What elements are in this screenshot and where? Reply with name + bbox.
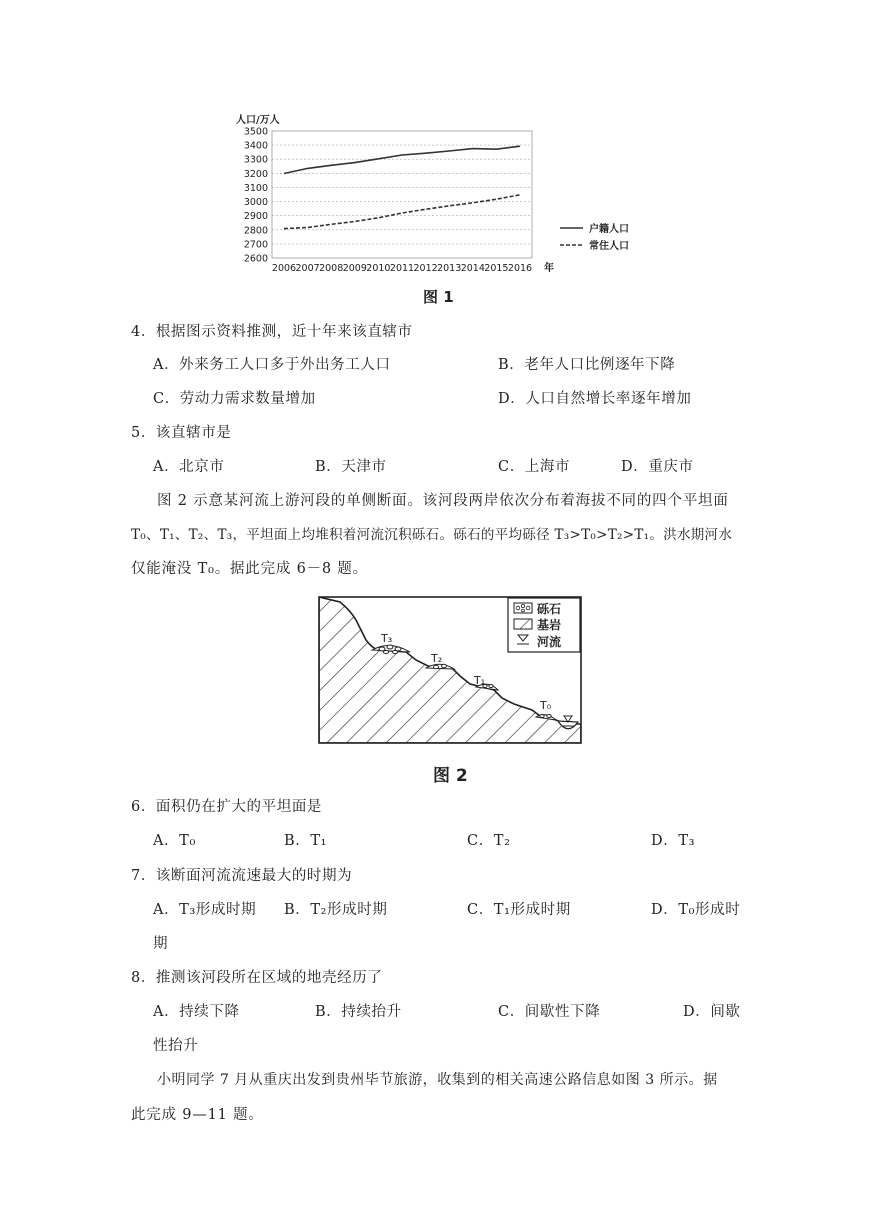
figure-2-caption: 图 2 xyxy=(433,766,468,786)
y-tick-label: 3500 xyxy=(243,126,268,138)
y-tick-label: 3000 xyxy=(243,197,268,209)
y-tick-label: 2700 xyxy=(243,239,268,251)
y-tick-label: 3200 xyxy=(243,168,268,180)
terrace-label-t1: T₁ xyxy=(474,674,486,687)
question-7-stem: 7．该断面河流流速最大的时期为 xyxy=(131,868,353,884)
q4-option-a[interactable]: A．外来务工人口多于外出务工人口 xyxy=(153,357,391,373)
river-terrace-diagram xyxy=(316,594,586,746)
x-axis-label: 年 xyxy=(544,263,554,274)
intro-3-line-1: 小明同学 7 月从重庆出发到贵州毕节旅游，收集到的相关高速公路信息如图 3 所示。据 xyxy=(157,1072,718,1088)
q6-option-c[interactable]: C．T₂ xyxy=(467,833,511,849)
q6-option-b[interactable]: B．T₁ xyxy=(284,833,328,849)
x-tick-label: 2014 xyxy=(460,263,485,274)
terrace-label-t0: T₀ xyxy=(540,699,552,712)
question-4-stem: 4．根据图示资料推测，近十年来该直辖市 xyxy=(131,324,413,340)
q5-option-a[interactable]: A．北京市 xyxy=(153,459,225,475)
intro-2-line-2: T₀、T₁、T₂、T₃，平坦面上均堆积着河流沉积砾石。砾石的平均砾径 T₃>T₀>T₂>T₁。洪水期河水 xyxy=(131,527,733,543)
intro-2-line-1: 图 2 示意某河流上游河段的单侧断面。该河段两岸依次分布着海拔不同的四个平坦面 xyxy=(157,493,729,509)
legend-gravel: 砾石 xyxy=(537,602,562,616)
series-line-registered xyxy=(284,146,520,173)
y-tick-label: 3300 xyxy=(243,154,268,166)
x-tick-label: 2008 xyxy=(319,263,344,274)
q7-option-d-wrap: 期 xyxy=(153,936,169,952)
series-line-resident xyxy=(284,195,520,229)
y-tick-label: 3100 xyxy=(243,182,268,194)
intro-3-line-2: 此完成 9—11 题。 xyxy=(131,1107,264,1123)
question-8-stem: 8．推测该河段所在区域的地壳经历了 xyxy=(131,970,383,986)
q4-option-b[interactable]: B．老年人口比例逐年下降 xyxy=(498,357,676,373)
question-6-stem: 6．面积仍在扩大的平坦面是 xyxy=(131,799,323,815)
q8-option-d[interactable]: D．间歇 xyxy=(683,1004,741,1020)
legend-bedrock: 基岩 xyxy=(537,618,562,632)
y-tick-label: 2800 xyxy=(243,225,268,237)
y-axis-label: 人口/万人 xyxy=(236,115,280,126)
legend-river: 河流 xyxy=(537,635,562,649)
q8-option-d-wrap: 性抬升 xyxy=(153,1038,199,1054)
x-tick-label: 2013 xyxy=(437,263,462,274)
q5-option-c[interactable]: C．上海市 xyxy=(498,459,571,475)
terrace-label-t3: T₃ xyxy=(381,632,393,645)
q4-option-d[interactable]: D．人口自然增长率逐年增加 xyxy=(498,391,692,407)
q6-option-d[interactable]: D．T₃ xyxy=(651,833,696,849)
x-tick-label: 2006 xyxy=(271,263,297,274)
terrace-label-t2: T₂ xyxy=(431,652,443,665)
y-tick-label: 2600 xyxy=(243,253,268,265)
plot-area xyxy=(272,131,532,258)
q8-option-c[interactable]: C．间歇性下降 xyxy=(498,1004,601,1020)
legend-label: 常住人口 xyxy=(589,241,629,252)
question-5-stem: 5．该直辖市是 xyxy=(131,425,232,441)
x-tick-label: 2011 xyxy=(389,263,415,274)
x-tick-label: 2007 xyxy=(295,263,320,274)
q5-option-b[interactable]: B．天津市 xyxy=(315,459,387,475)
q7-option-c[interactable]: C．T₁形成时期 xyxy=(467,902,571,918)
x-tick-label: 2012 xyxy=(413,263,438,274)
figure-1-caption: 图 1 xyxy=(423,288,454,306)
y-tick-label: 3400 xyxy=(243,140,268,152)
q7-option-a[interactable]: A．T₃形成时期 xyxy=(153,902,257,918)
q8-option-a[interactable]: A．持续下降 xyxy=(153,1004,240,1020)
population-line-chart xyxy=(225,112,655,302)
legend-label: 户籍人口 xyxy=(589,224,629,235)
intro-2-line-3: 仅能淹没 T₀。据此完成 6－8 题。 xyxy=(131,561,368,577)
q7-option-d[interactable]: D．T₀形成时 xyxy=(651,902,741,918)
q6-option-a[interactable]: A．T₀ xyxy=(153,833,196,849)
q7-option-b[interactable]: B．T₂形成时期 xyxy=(284,902,388,918)
x-tick-label: 2016 xyxy=(507,263,533,274)
y-tick-label: 2900 xyxy=(243,211,268,223)
x-tick-label: 2015 xyxy=(484,263,509,274)
bedrock-legend-icon xyxy=(514,619,532,629)
q5-option-d[interactable]: D．重庆市 xyxy=(621,459,694,475)
x-tick-label: 2009 xyxy=(342,263,367,274)
q4-option-c[interactable]: C．劳动力需求数量增加 xyxy=(153,391,316,407)
x-tick-label: 2010 xyxy=(366,263,391,274)
q8-option-b[interactable]: B．持续抬升 xyxy=(315,1004,402,1020)
